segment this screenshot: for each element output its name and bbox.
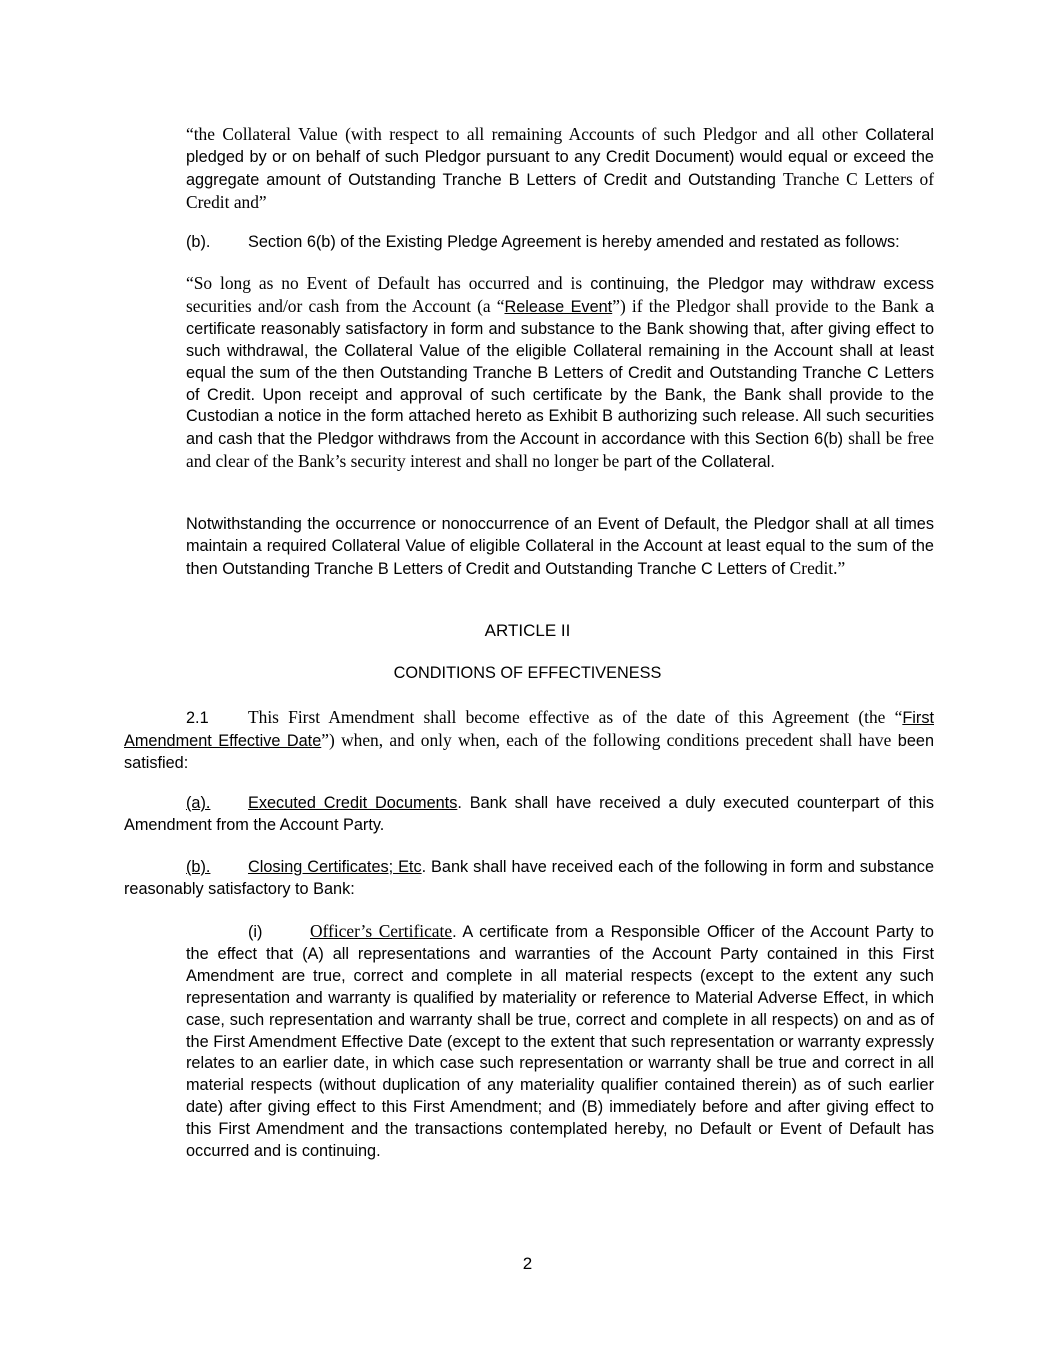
officers-certificate-text: . A certificate from a Responsible Officer of the Account Party to the effect that (A) all representations and warranties of the Account Party contained in this First Amendment are true, correct and complete in all material respects (except to the extent any such representation and warranty is qualified by materiality or reference to Material Adverse Effect, in which case, such representation and warranty shall be true, correct and complete in all respects) on and as of the First Amendment Effective Date (except to the extent that such representation or warranty expressly relates to an earlier date, in which case such representation or warranty shall be true and correct in all material respects (without duplication of any materiality qualifier contained therein) as of such earlier date) after giving effect to this First Amendment; and (B) immediately before and after giving effect to this First Amendment and the transactions contemplated hereby, no Default or Event of Default has occurred and is continuing.	[186, 923, 934, 1161]
quoted-clause-body: Collateral pledged by or on behalf of such Pledgor pursuant to any Credit Document) would equal or exceed the aggregate amount of Outstanding Tranche B Letters of Credit and Outstanding	[186, 126, 934, 189]
quoted-clause-serif-end: Tranche C Letters of Credit and”	[186, 168, 935, 212]
condition-a-paragraph	[124, 793, 934, 837]
section-2-1-paragraph	[124, 707, 934, 775]
condition-b-heading: Closing Certificates; Etc	[248, 858, 422, 876]
release-event-pledgor-provide: ”) if the Pledgor shall provide to the Bank	[612, 295, 919, 316]
quoted-clause-paragraph	[186, 124, 934, 215]
section-b-text: Section 6(b) of the Existing Pledge Agreement is hereby amended and restated as follows:	[248, 233, 900, 251]
section-b-amendment-paragraph	[186, 232, 934, 254]
notwithstanding-body: Notwithstanding the occurrence or nonoccurrence of an Event of Default, the Pledgor shall at all times maintain a required Collateral Value of eligible Collateral in the Account at least equal to the sum of the then Outstanding Tranche B Letters of Credit and Outstanding Tranche C Letters of	[186, 515, 934, 578]
release-event-paragraph	[186, 273, 934, 474]
release-event-continuing: continuing, the Pledgor may withdraw excess	[590, 275, 934, 293]
first-amendment-effective-date-term: First Amendment Effective Date	[124, 709, 934, 750]
condition-b-paragraph	[124, 857, 934, 901]
condition-a-text: . Bank shall have received a duly executed counterpart of this Amendment from the Account Party.	[124, 794, 934, 834]
release-event-defined-term: Release Event	[504, 297, 613, 316]
release-event-body: a certificate reasonably satisfactory in form and substance to the Bank showing that, after giving effect to such withdrawal, the Collateral Value of the eligible Collateral remaining in the Account shall at least equal the sum of the then Outstanding Tranche B Letters of Credit and Outstanding Tranche C Letters of Credit. Upon receipt and approval of such certificate by the Bank, the Bank shall provide to the Custodian a notice in the form attached hereto as Exhibit B authorizing such release. All such securities and cash that the Pledgor withdraws from the Account in accordance with this Section 6(b)	[186, 297, 934, 449]
quoted-clause-serif-start: “the Collateral Value (with respect to all remaining Accounts of such Pledgor and all other	[186, 124, 858, 144]
section-2-1-text-end: been satisfied:	[124, 731, 935, 772]
article-subtitle: CONDITIONS OF EFFECTIVENESS	[393, 664, 662, 682]
notwithstanding-paragraph	[186, 514, 934, 581]
section-b-number: (b).	[186, 233, 211, 251]
section-2-1-text-middle: ”) when, and only when, each of the following conditions precedent shall have	[321, 729, 892, 750]
release-event-free-clear: shall be free and clear of the Bank’s security interest and shall no longer be	[186, 428, 934, 472]
article-title: ARTICLE II	[484, 621, 571, 640]
release-event-serif-start: “So long as no Event of Default has occurred and is	[186, 273, 583, 293]
condition-a-number: (a).	[186, 794, 211, 812]
officers-certificate-number: (i)	[248, 923, 263, 941]
condition-a-heading: Executed Credit Documents	[248, 794, 458, 812]
officers-certificate-paragraph	[186, 921, 934, 1163]
notwithstanding-end: Credit.”	[789, 557, 846, 578]
release-event-end: part of the Collateral.	[623, 453, 775, 472]
condition-b-number: (b).	[186, 858, 211, 876]
section-2-1-number: 2.1	[186, 709, 209, 727]
officers-certificate-heading: Officer’s Certificate	[310, 921, 453, 941]
page-number: 2	[522, 1254, 533, 1273]
section-2-1-text-start: This First Amendment shall become effective as of the date of this Agreement (the “	[248, 707, 903, 727]
condition-b-text: . Bank shall have received each of the following in form and substance reasonably satisfactory to Bank:	[124, 858, 935, 898]
release-event-securities: securities and/or cash from the Account (a “	[186, 295, 505, 316]
